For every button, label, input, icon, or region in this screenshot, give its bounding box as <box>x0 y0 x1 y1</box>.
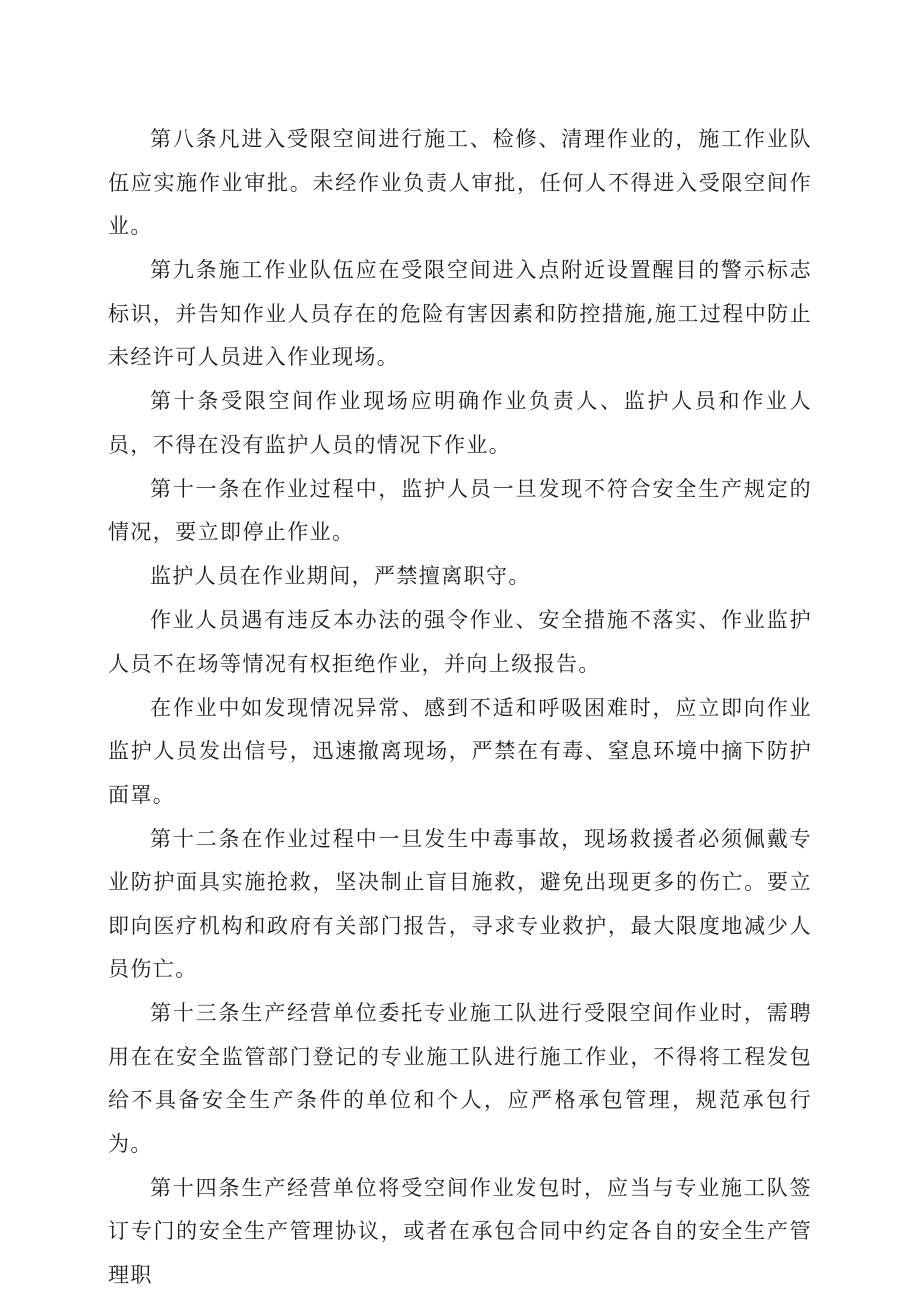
paragraph-worker-rights: 作业人员遇有违反本办法的强令作业、安全措施不落实、作业监护人员不在场等情况有权拒绝作业，并向上级报告。 <box>108 608 812 676</box>
paragraph-article-9: 第九条施工作业队伍应在受限空间进入点附近设置醒目的警示标志标识，并告知作业人员存在的危险有害因素和防控措施,施工过程中防止未经许可人员进入作业现场。 <box>108 258 812 369</box>
paragraph-article-14: 第十四条生产经营单位将受空间作业发包时，应当与专业施工队签订专门的安全生产管理协议，或者在承包合同中约定各自的安全生产管理职 <box>108 1175 812 1287</box>
paragraph-article-8: 第八条凡进入受限空间进行施工、检修、清理作业的，施工作业队伍应实施作业审批。未经作业负责人审批，任何人不得进入受限空间作业。 <box>108 127 812 238</box>
paragraph-abnormal-situation: 在作业中如发现情况异常、感到不适和呼吸困难时，应立即向作业监护人员发出信号，迅速撤离现场，严禁在有毒、窒息环境中摘下防护面罩。 <box>108 695 812 807</box>
paragraph-article-10: 第十条受限空间作业现场应明确作业负责人、监护人员和作业人员，不得在没有监护人员的情况下作业。 <box>108 389 812 457</box>
document-body <box>108 118 812 1297</box>
paragraph-article-13: 第十三条生产经营单位委托专业施工队进行受限空间作业时，需聘用在在安全监管部门登记的专业施工队进行施工作业，不得将工程发包给不具备安全生产条件的单位和个人，应严格承包管理，规范承包行为。 <box>108 1001 812 1156</box>
paragraph-article-12: 第十二条在作业过程中一旦发生中毒事故，现场救援者必须佩戴专业防护面具实施抢救，坚决制止盲目施救，避免出现更多的伤亡。要立即向医疗机构和政府有关部门报告，寻求专业救护，最大限度地减少人员伤亡。 <box>108 826 812 981</box>
paragraph-article-11: 第十一条在作业过程中，监护人员一旦发现不符合安全生产规定的情况，要立即停止作业。 <box>108 476 812 544</box>
paragraph-guardian-duty: 监护人员在作业期间，严禁擅离职守。 <box>150 564 531 588</box>
